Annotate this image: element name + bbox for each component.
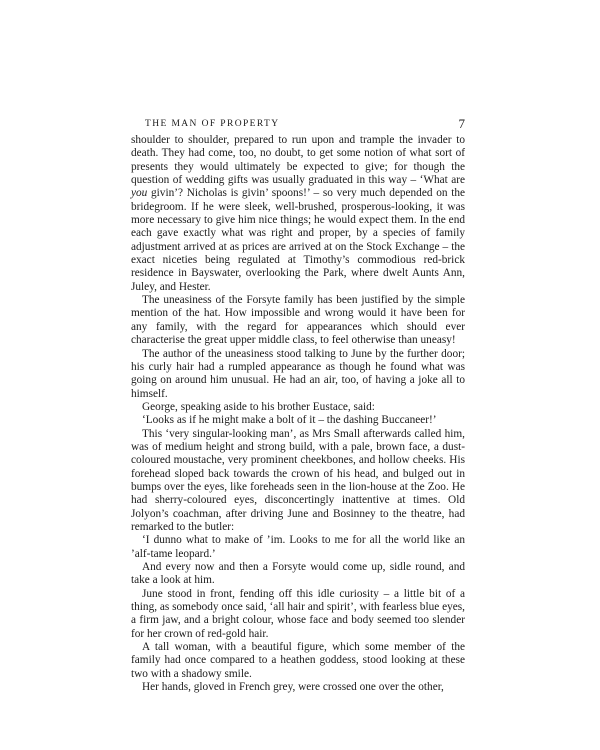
body-text xyxy=(131,134,465,694)
running-head xyxy=(131,116,465,132)
paragraph: The author of the uneasiness stood talking to June by the further door; his curly hair had a rumpled appearance as though he found what was going on around him unusual. He had an air, too, of having a joke all to himself. xyxy=(131,347,465,400)
paragraph: This ‘very singular-looking man’, as Mrs Small afterwards called him, was of medium height and strong build, with a pale, brown face, a dust-coloured moustache, very prominent cheekbones, and hollow cheeks. His forehead sloped back towards the crown of his head, and bulged out in bumps over the eyes, like foreheads seen in the lion-house at the Zoo. He had sherry-coloured eyes, disconcertingly inattentive at times. Old Jolyon’s coachman, after driving June and Bosinney to the theatre, had remarked to the butler: xyxy=(131,427,465,533)
paragraph: shoulder to shoulder, prepared to run upon and trample the invader to death. They had come, too, no doubt, to get some notion of what sort of presents they would ultimately be expected to give; for though the question of wedding gifts was usually graduated in this way – ‘What are you givin’? Nicholas is givin’ spoons!’ – so very much depended on the bridegroom. If he were sleek, well-brushed, prosperous-looking, it was more necessary to give him nice things; he would expect them. In the end each gave exactly what was right and proper, by a species of family adjustment arrived at as prices are arrived at on the Stock Exchange – the exact niceties being regulated at Timothy’s commodious red-brick residence in Bayswater, overlooking the Park, where dwelt Aunts Ann, Juley, and Hester. xyxy=(131,134,465,293)
running-title: THE MAN OF PROPERTY xyxy=(145,119,280,129)
paragraph: The uneasiness of the Forsyte family has been justified by the simple mention of the hat. How impossible and wrong would it have been for any family, with the regard for appearances which should ever characterise the great upper middle class, to feel otherwise than uneasy! xyxy=(131,294,465,347)
paragraph: And every now and then a Forsyte would come up, sidle round, and take a look at him. xyxy=(131,561,465,587)
paragraph: June stood in front, fending off this idle curiosity – a little bit of a thing, as somebody once said, ‘all hair and spirit’, with fearless blue eyes, a firm jaw, and a bright colour, whose face and body seemed too slender for her crown of red-gold hair. xyxy=(131,587,465,640)
paragraph: George, speaking aside to his brother Eustace, said: xyxy=(142,400,375,413)
paragraph: Her hands, gloved in French grey, were crossed one over the other, xyxy=(142,681,444,694)
paragraph: A tall woman, with a beautiful figure, which some member of the family had once compared to a heathen goddess, stood looking at these two with a shadowy smile. xyxy=(131,641,465,680)
paragraph: ‘Looks as if he might make a bolt of it – the dashing Buccaneer!’ xyxy=(142,414,437,427)
page-number: 7 xyxy=(458,116,465,131)
paragraph: ‘I dunno what to make of ’im. Looks to me for all the world like an ’alf-tame leopard.’ xyxy=(131,534,465,560)
